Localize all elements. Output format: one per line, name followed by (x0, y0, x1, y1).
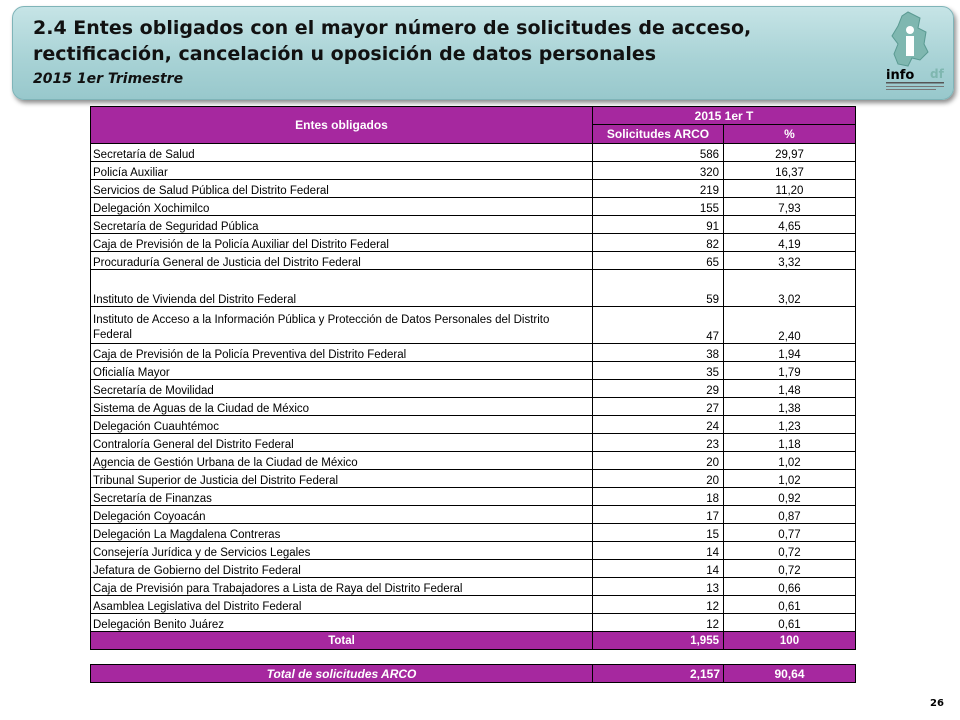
table-row (91, 470, 856, 488)
solicitudes-cell: 65 (593, 252, 724, 270)
solicitudes-cell: 82 (593, 234, 724, 252)
percentage-cell: 1,94 (724, 344, 856, 362)
table-row (91, 234, 856, 252)
entity-name-cell: Instituto de Acceso a la Información Pública y Protección de Datos Personales del Distrito Federal (91, 307, 593, 344)
entity-name-cell: Sistema de Aguas de la Ciudad de México (91, 398, 593, 416)
entity-name-cell: Tribunal Superior de Justicia del Distrito Federal (91, 470, 593, 488)
entity-name-cell: Delegación Benito Juárez (91, 614, 593, 632)
total-solicitudes: 1,955 (593, 632, 724, 650)
table-row (91, 506, 856, 524)
percentage-cell: 7,93 (724, 198, 856, 216)
solicitudes-cell: 155 (593, 198, 724, 216)
solicitudes-cell: 20 (593, 452, 724, 470)
table-row (91, 560, 856, 578)
solicitudes-cell: 29 (593, 380, 724, 398)
entity-name-cell: Jefatura de Gobierno del Distrito Federal (91, 560, 593, 578)
solicitudes-cell: 17 (593, 506, 724, 524)
svg-text:df: df (930, 67, 944, 81)
solicitudes-cell: 27 (593, 398, 724, 416)
page-title: 2.4 Entes obligados con el mayor número de solicitudes de acceso, rectificación, cancelación u oposición de datos personales (33, 17, 752, 65)
page-number: 26 (930, 698, 944, 709)
entity-name-cell: Agencia de Gestión Urbana de la Ciudad de México (91, 452, 593, 470)
table-row (91, 144, 856, 162)
percentage-cell: 1,79 (724, 362, 856, 380)
percentage-cell: 29,97 (724, 144, 856, 162)
column-header-period: 2015 1er T (593, 107, 856, 125)
percentage-cell: 0,72 (724, 560, 856, 578)
solicitudes-cell: 15 (593, 524, 724, 542)
percentage-cell: 1,38 (724, 398, 856, 416)
column-header-solicitudes: Solicitudes ARCO (593, 125, 724, 144)
entity-name-cell: Policía Auxiliar (91, 162, 593, 180)
table-row (91, 524, 856, 542)
solicitudes-cell: 59 (593, 270, 724, 307)
entity-name-cell: Caja de Previsión para Trabajadores a Lista de Raya del Distrito Federal (91, 578, 593, 596)
table-row (91, 270, 856, 307)
solicitudes-cell: 14 (593, 560, 724, 578)
percentage-cell: 2,40 (724, 307, 856, 344)
percentage-cell: 0,92 (724, 488, 856, 506)
percentage-cell: 0,66 (724, 578, 856, 596)
percentage-cell: 1,23 (724, 416, 856, 434)
solicitudes-cell: 24 (593, 416, 724, 434)
column-header-entes: Entes obligados (91, 107, 593, 144)
percentage-cell: 4,65 (724, 216, 856, 234)
percentage-cell: 4,19 (724, 234, 856, 252)
percentage-cell: 16,37 (724, 162, 856, 180)
solicitudes-cell: 18 (593, 488, 724, 506)
entity-name-cell: Secretaría de Seguridad Pública (91, 216, 593, 234)
solicitudes-cell: 13 (593, 578, 724, 596)
percentage-cell: 11,20 (724, 180, 856, 198)
table-row (91, 452, 856, 470)
solicitudes-cell: 91 (593, 216, 724, 234)
entity-name-cell: Oficialía Mayor (91, 362, 593, 380)
entity-name-cell: Delegación Xochimilco (91, 198, 593, 216)
logo-wordmark: info (886, 68, 915, 83)
table-row (91, 614, 856, 632)
summary-pct: 90,64 (724, 665, 856, 683)
arco-requests-table (90, 106, 856, 650)
solicitudes-cell: 23 (593, 434, 724, 452)
total-label: Total (91, 632, 593, 650)
entity-name-cell: Caja de Previsión de la Policía Auxiliar del Distrito Federal (91, 234, 593, 252)
entity-name-cell: Delegación Coyoacán (91, 506, 593, 524)
percentage-cell: 1,48 (724, 380, 856, 398)
entity-name-cell: Delegación La Magdalena Contreras (91, 524, 593, 542)
entity-name-cell: Secretaría de Movilidad (91, 380, 593, 398)
solicitudes-cell: 219 (593, 180, 724, 198)
percentage-cell: 0,77 (724, 524, 856, 542)
table-row (91, 252, 856, 270)
entity-name-cell: Servicios de Salud Pública del Distrito Federal (91, 180, 593, 198)
entity-name-cell: Secretaría de Finanzas (91, 488, 593, 506)
table-row (91, 596, 856, 614)
table-row (91, 578, 856, 596)
table-row (91, 162, 856, 180)
table-row (91, 416, 856, 434)
summary-value: 2,157 (593, 665, 724, 683)
title-banner (12, 6, 954, 100)
entity-name-cell: Asamblea Legislativa del Distrito Federal (91, 596, 593, 614)
column-header-pct: % (724, 125, 856, 144)
table-row (91, 180, 856, 198)
entity-name-cell: Instituto de Vivienda del Distrito Federal (91, 270, 593, 307)
percentage-cell: 1,02 (724, 452, 856, 470)
table-row (91, 216, 856, 234)
percentage-cell: 1,02 (724, 470, 856, 488)
percentage-cell: 3,02 (724, 270, 856, 307)
summary-label: Total de solicitudes ARCO (91, 665, 593, 683)
entity-name-cell: Secretaría de Salud (91, 144, 593, 162)
solicitudes-cell: 12 (593, 596, 724, 614)
percentage-cell: 1,18 (724, 434, 856, 452)
table-row (91, 488, 856, 506)
percentage-cell: 0,72 (724, 542, 856, 560)
table-row (91, 398, 856, 416)
percentage-cell: 0,61 (724, 596, 856, 614)
total-pct: 100 (724, 632, 856, 650)
percentage-cell: 3,32 (724, 252, 856, 270)
solicitudes-cell: 20 (593, 470, 724, 488)
solicitudes-cell: 35 (593, 362, 724, 380)
solicitudes-cell: 586 (593, 144, 724, 162)
solicitudes-cell: 12 (593, 614, 724, 632)
entity-name-cell: Caja de Previsión de la Policía Preventiva del Distrito Federal (91, 344, 593, 362)
table-row (91, 380, 856, 398)
entity-name-cell: Contraloría General del Distrito Federal (91, 434, 593, 452)
solicitudes-cell: 320 (593, 162, 724, 180)
solicitudes-cell: 47 (593, 307, 724, 344)
summary-table (90, 664, 856, 683)
table-row (91, 344, 856, 362)
table-row (91, 542, 856, 560)
solicitudes-cell: 38 (593, 344, 724, 362)
page-subtitle: 2015 1er Trimestre (33, 71, 184, 87)
entity-name-cell: Procuraduría General de Justicia del Distrito Federal (91, 252, 593, 270)
percentage-cell: 0,61 (724, 614, 856, 632)
table-row (91, 434, 856, 452)
total-row (91, 632, 856, 650)
entity-name-cell: Consejería Jurídica y de Servicios Legales (91, 542, 593, 560)
table-row (91, 362, 856, 380)
solicitudes-cell: 14 (593, 542, 724, 560)
table-row (91, 307, 856, 344)
percentage-cell: 0,87 (724, 506, 856, 524)
table-row (91, 198, 856, 216)
entity-name-cell: Delegación Cuauhtémoc (91, 416, 593, 434)
